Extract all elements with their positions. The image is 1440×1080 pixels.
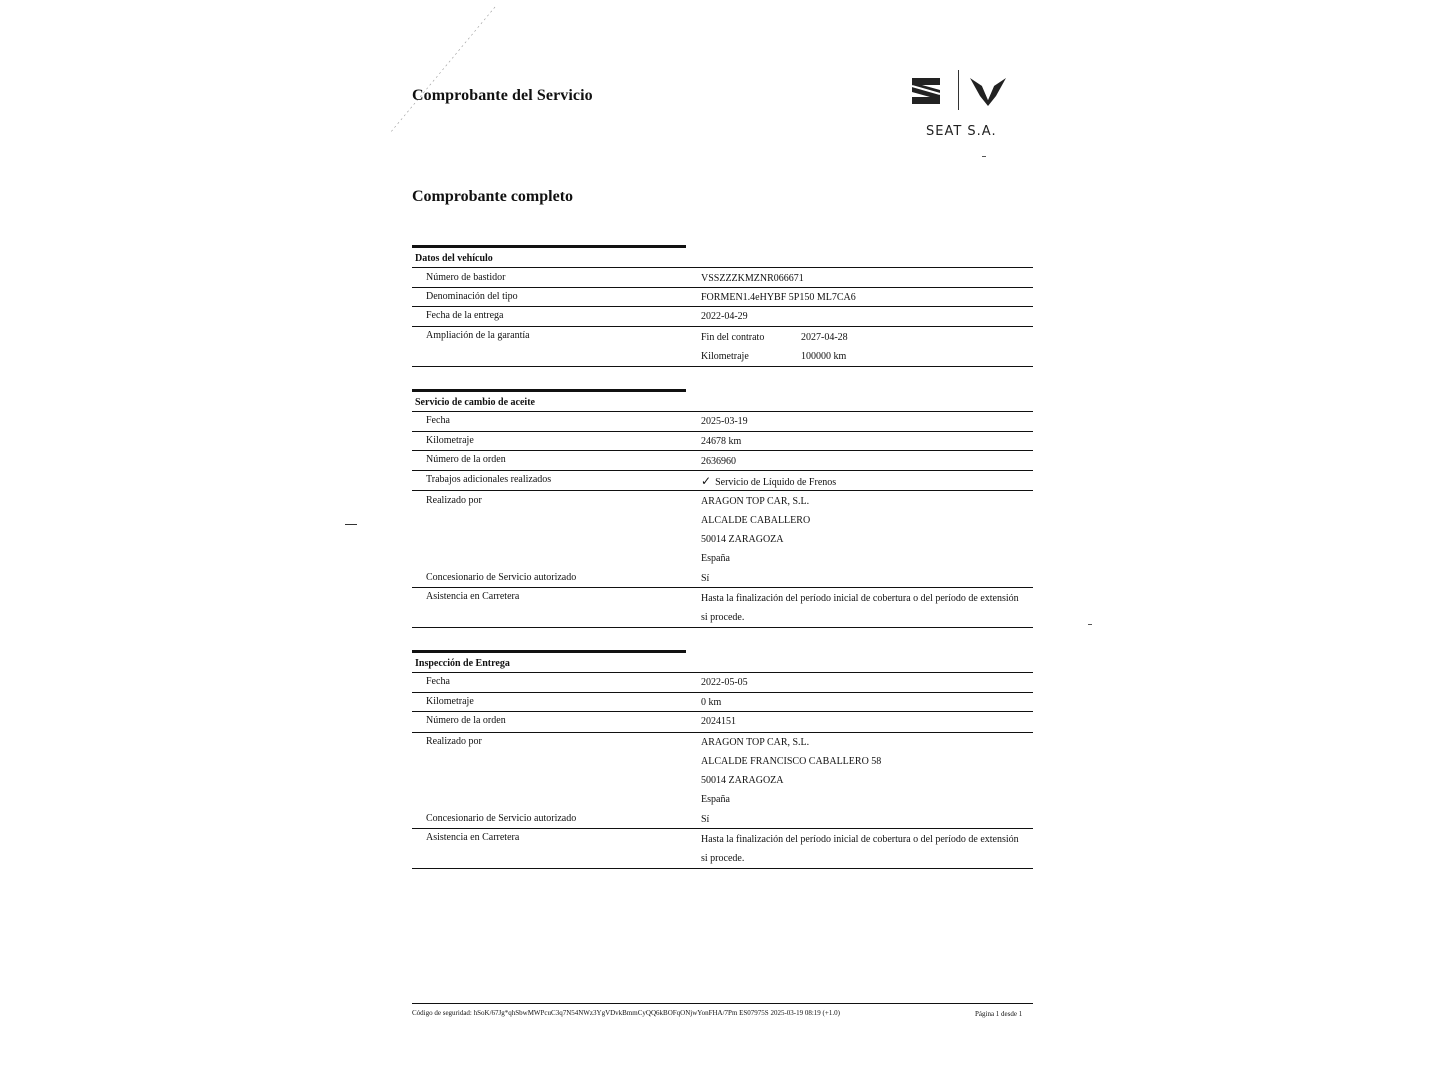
section-end-divider — [412, 868, 1033, 869]
insp-km-value: 0 km — [701, 697, 722, 708]
row-divider — [412, 672, 1033, 673]
row-divider — [412, 732, 1033, 733]
insp-roadside-line-1: Hasta la finalización del período inicial de cobertura o del período de extensión — [701, 834, 1019, 845]
row-divider — [412, 326, 1033, 327]
section-heading-oil-service: Servicio de cambio de aceite — [412, 389, 686, 408]
scan-mark — [982, 156, 986, 157]
vin-label: Número de bastidor — [426, 272, 506, 283]
oil-performed-line-4: España — [701, 553, 730, 564]
section-end-divider — [412, 627, 1033, 628]
extra-work-text: Servicio de Líquido de Frenos — [715, 477, 837, 488]
section-heading-inspection: Inspección de Entrega — [412, 650, 686, 669]
warranty-km-value: 100000 km — [801, 351, 847, 362]
oil-order-label: Número de la orden — [426, 454, 506, 465]
row-divider — [412, 490, 1033, 491]
insp-dealer-value: Sí — [701, 814, 710, 825]
insp-roadside-line-2: si procede. — [701, 853, 745, 864]
scan-mark — [345, 524, 357, 525]
oil-performed-line-3: 50014 ZARAGOZA — [701, 534, 784, 545]
insp-date-label: Fecha — [426, 676, 450, 687]
checkmark-icon: ✓ — [701, 474, 712, 488]
oil-roadside-label: Asistencia en Carretera — [426, 591, 520, 602]
insp-performed-line-3: 50014 ZARAGOZA — [701, 775, 784, 786]
extra-work-label: Trabajos adicionales realizados — [426, 474, 552, 485]
row-divider — [412, 470, 1033, 471]
vin-value: VSSZZZKMZNR066671 — [701, 273, 804, 284]
row-divider — [412, 287, 1033, 288]
delivery-date-label: Fecha de la entrega — [426, 310, 504, 321]
oil-roadside-line-2: si procede. — [701, 612, 745, 623]
insp-km-label: Kilometraje — [426, 696, 474, 707]
oil-km-value: 24678 km — [701, 436, 742, 447]
warranty-km-label: Kilometraje — [701, 351, 749, 362]
section-heading-vehicle: Datos del vehículo — [412, 245, 686, 264]
contract-end-value: 2027-04-28 — [801, 332, 848, 343]
company-name: SEAT S.A. — [926, 124, 997, 139]
row-divider — [412, 431, 1033, 432]
warranty-label: Ampliación de la garantía — [426, 330, 530, 341]
section-end-divider — [412, 366, 1033, 367]
oil-km-label: Kilometraje — [426, 435, 474, 446]
oil-dealer-value: Sí — [701, 573, 710, 584]
insp-roadside-label: Asistencia en Carretera — [426, 832, 520, 843]
row-divider — [412, 587, 1033, 588]
row-divider — [412, 711, 1033, 712]
insp-performed-line-4: España — [701, 794, 730, 805]
oil-performed-by-label: Realizado por — [426, 495, 482, 506]
insp-performed-line-2: ALCALDE FRANCISCO CABALLERO 58 — [701, 756, 882, 767]
brand-logos — [908, 68, 1008, 112]
cupra-logo-icon — [968, 76, 1008, 108]
security-code: Código de seguridad: hSoK/67Jg*qhSbwMWPcuC3q7N54NWz3YgVDvkBmmCyQQ6kBOFqONjwYonFHA/7Pm ES07975S 2025-03-19 08:19 (+1.0) — [412, 1009, 840, 1017]
oil-date-label: Fecha — [426, 415, 450, 426]
footer-divider — [412, 1003, 1033, 1004]
type-label: Denominación del tipo — [426, 291, 518, 302]
row-divider — [412, 267, 1033, 268]
row-divider — [412, 306, 1033, 307]
page-indicator: Página 1 desde 1 — [975, 1010, 1023, 1018]
insp-performed-line-1: ARAGON TOP CAR, S.L. — [701, 737, 810, 748]
row-divider — [412, 692, 1033, 693]
insp-order-label: Número de la orden — [426, 715, 506, 726]
contract-end-label: Fin del contrato — [701, 332, 765, 343]
oil-date-value: 2025-03-19 — [701, 416, 748, 427]
extra-work-value — [701, 474, 836, 488]
insp-order-value: 2024151 — [701, 716, 736, 727]
scan-artifact-lines — [385, 5, 505, 140]
seat-logo-icon — [910, 76, 944, 106]
scan-mark — [1088, 624, 1092, 625]
row-divider — [412, 450, 1033, 451]
document-subtitle: Comprobante completo — [412, 188, 574, 205]
oil-roadside-line-1: Hasta la finalización del período inicial de cobertura o del período de extensión — [701, 593, 1019, 604]
type-value: FORMEN1.4eHYBF 5P150 ML7CA6 — [701, 292, 856, 303]
insp-performed-by-label: Realizado por — [426, 736, 482, 747]
row-divider — [412, 411, 1033, 412]
oil-dealer-label: Concesionario de Servicio autorizado — [426, 572, 577, 583]
logo-divider — [958, 70, 959, 110]
row-divider — [412, 828, 1033, 829]
insp-dealer-label: Concesionario de Servicio autorizado — [426, 813, 577, 824]
page-title: Comprobante del Servicio — [412, 87, 593, 104]
oil-performed-line-1: ARAGON TOP CAR, S.L. — [701, 496, 810, 507]
oil-performed-line-2: ALCALDE CABALLERO — [701, 515, 811, 526]
delivery-date-value: 2022-04-29 — [701, 311, 748, 322]
insp-date-value: 2022-05-05 — [701, 677, 748, 688]
oil-order-value: 2636960 — [701, 456, 736, 467]
